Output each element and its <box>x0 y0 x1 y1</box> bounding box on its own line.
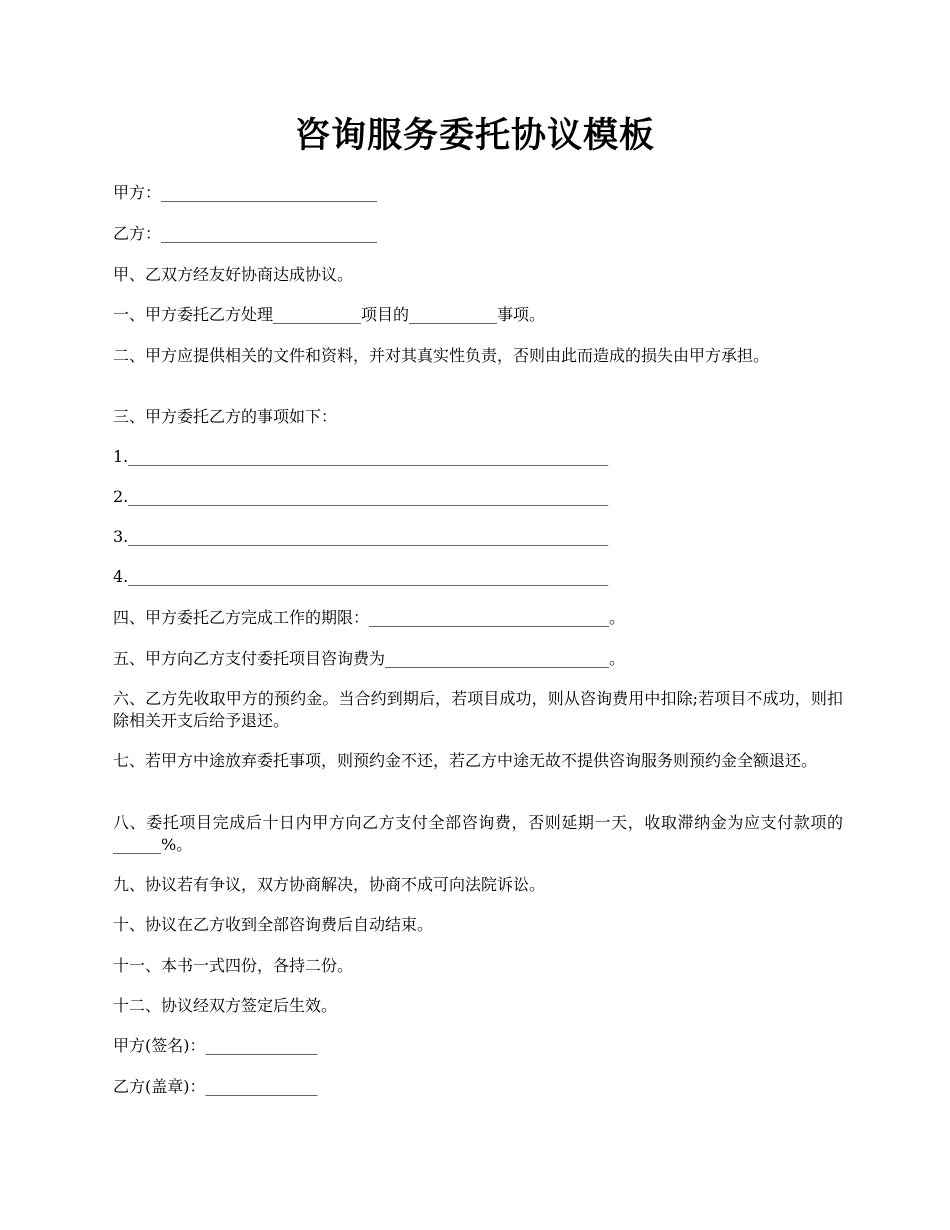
item-line-3: 3.____________________________________________________________ <box>113 527 609 546</box>
clause-10: 十、协议在乙方收到全部咨询费后自动结束。 <box>113 915 434 934</box>
clause-9: 九、协议若有争议，双方协商解决，协商不成可向法院诉讼。 <box>113 875 546 894</box>
clause-3: 三、甲方委托乙方的事项如下： <box>113 407 338 426</box>
item-line-2: 2.____________________________________________________________ <box>113 487 609 506</box>
clause-8: 八、委托项目完成后十日内甲方向乙方支付全部咨询费，否则延期一天，收取滞纳金为应支付款项的______%。 <box>113 813 843 854</box>
clause-1: 一、甲方委托乙方处理___________项目的___________事项。 <box>113 305 546 324</box>
item-line-1: 1.____________________________________________________________ <box>113 447 609 466</box>
clause-5: 五、甲方向乙方支付委托项目咨询费为____________________________。 <box>113 649 626 668</box>
clause-6: 六、乙方先收取甲方的预约金。当合约到期后，若项目成功，则从咨询费用中扣除;若项目不成功，则扣除相关开支后给予退还。 <box>113 689 843 730</box>
party-a-line: 甲方：___________________________ <box>113 183 378 202</box>
clause-7: 七、若甲方中途放弃委托事项，则预约金不还，若乙方中途无故不提供咨询服务则预约金全额退还。 <box>113 751 818 770</box>
seal-party-b: 乙方(盖章)：______________ <box>113 1077 318 1096</box>
clause-2: 二、甲方应提供相关的文件和资料，并对其真实性负责，否则由此而造成的损失由甲方承担。 <box>113 346 770 365</box>
signature-party-a: 甲方(签名)：______________ <box>113 1036 318 1055</box>
item-line-4: 4.____________________________________________________________ <box>113 567 609 586</box>
party-b-line: 乙方：___________________________ <box>113 224 378 243</box>
clause-11: 十一、本书一式四份，各持二份。 <box>113 956 354 975</box>
intro-paragraph: 甲、乙双方经友好协商达成协议。 <box>113 265 354 284</box>
document-title: 咨询服务委托协议模板 <box>294 115 655 156</box>
clause-12: 十二、协议经双方签定后生效。 <box>113 996 338 1015</box>
clause-4: 四、甲方委托乙方完成工作的期限：______________________________。 <box>113 608 626 627</box>
